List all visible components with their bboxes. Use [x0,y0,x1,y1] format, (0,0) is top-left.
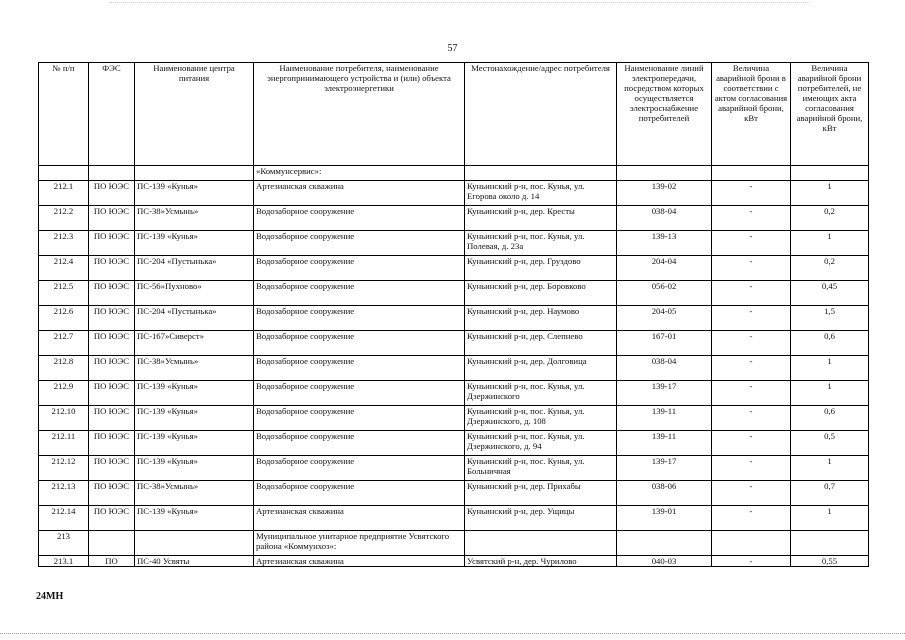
row-fes: ПО [89,556,135,567]
table-row [39,356,869,381]
table-row [39,556,869,567]
row-location: Куньинский р-н, пос. Кунья, ул. Егорова около д. 14 [465,181,617,206]
row-center: ПС-38»Усмынь» [135,356,254,381]
row-emergency: - [712,481,791,506]
header-center: Наименование центра питания [135,63,254,166]
row-location: Усвятский р-н, дер. Чурилово [465,556,617,567]
row-center: ПС-139 «Кунья» [135,506,254,531]
row-fes: ПО ЮЭС [89,481,135,506]
table-row [39,456,869,481]
table-row [39,331,869,356]
row-line: 139-11 [617,431,712,456]
row-fes: ПО ЮЭС [89,331,135,356]
header-fes: ФЭС [89,63,135,166]
row-line: 040-03 [617,556,712,567]
row-center: ПС-139 «Кунья» [135,181,254,206]
row-location: Куньинский р-н, дер. Наумово [465,306,617,331]
row-fes: ПО ЮЭС [89,506,135,531]
row-location: Куньинский р-н, дер. Боровково [465,281,617,306]
row-line: 056-02 [617,281,712,306]
row-consumer: Водозаборное сооружение [254,231,465,256]
row-center: ПС-139 «Кунья» [135,231,254,256]
row-emergency: - [712,306,791,331]
row-consumer: Водозаборное сооружение [254,356,465,381]
row-num: 212.11 [39,431,89,456]
emergency-reserve-table [38,62,869,567]
row-location: Куньинский р-н, пос. Кунья, ул. Дзержинского, д. 94 [465,431,617,456]
row-emergency: - [712,406,791,431]
row-line: 139-11 [617,406,712,431]
row-emergency-no-act: 0,6 [791,331,869,356]
row-consumer: Водозаборное сооружение [254,481,465,506]
header-emergency-no-act: Величина аварийной брони потребителей, не имеющих акта согласования аварийной брони, кВт [791,63,869,166]
group-row [39,531,869,556]
row-fes: ПО ЮЭС [89,231,135,256]
row-emergency: - [712,206,791,231]
row-consumer: Водозаборное сооружение [254,381,465,406]
footer-code: 24МН [36,591,64,602]
row-emergency-no-act: 1 [791,456,869,481]
row-location: Куньинский р-н, дер. Ущицы [465,506,617,531]
row-line [617,531,712,556]
row-center: ПС-204 «Пустынька» [135,256,254,281]
row-fes: ПО ЮЭС [89,381,135,406]
row-line: 139-13 [617,231,712,256]
row-location: Куньинский р-н, дер. Прихабы [465,481,617,506]
row-center: ПС-139 «Кунья» [135,431,254,456]
continuation-row [39,166,869,181]
row-location: Куньинский р-н, дер. Кресты [465,206,617,231]
header-consumer: Наименование потребителя, наименование энергопринимающего устройства и (или) объекта электроэнергетики [254,63,465,166]
row-emergency: - [712,456,791,481]
row-emergency-no-act: 1 [791,231,869,256]
row-location: Куньинский р-н, пос. Кунья, ул. Дзержинского [465,381,617,406]
table-row [39,231,869,256]
row-emergency-no-act: 0,2 [791,256,869,281]
row-num: 213 [39,531,89,556]
row-center: ПС-204 «Пустынька» [135,306,254,331]
header-num: № п/п [39,63,89,166]
row-num: 212.7 [39,331,89,356]
row-consumer: Водозаборное сооружение [254,406,465,431]
table-row [39,256,869,281]
row-line: 038-04 [617,206,712,231]
row-num: 212.5 [39,281,89,306]
table-header-row [39,63,869,166]
row-location: Куньинский р-н, пос. Кунья, ул. Полевая, д. 23а [465,231,617,256]
row-location: Куньинский р-н, пос. Кунья, ул. Дзержинского, д. 108 [465,406,617,431]
row-fes: ПО ЮЭС [89,256,135,281]
row-emergency: - [712,281,791,306]
row-num: 212.13 [39,481,89,506]
header-emergency: Величина аварийной брони в соответствии с актом согласования аварийной брони, кВт [712,63,791,166]
row-num: 212.9 [39,381,89,406]
row-center: ПС-167»Сиверст» [135,331,254,356]
row-location [465,531,617,556]
row-num: 212.1 [39,181,89,206]
row-line: 139-17 [617,456,712,481]
row-consumer: Водозаборное сооружение [254,206,465,231]
table-row [39,206,869,231]
row-center: ПС-139 «Кунья» [135,406,254,431]
row-emergency [712,531,791,556]
row-location: Куньинский р-н, дер. Долговица [465,356,617,381]
row-emergency-no-act: 0,55 [791,556,869,567]
row-num: 212.10 [39,406,89,431]
table-row [39,306,869,331]
row-center: ПС-56»Пухново» [135,281,254,306]
row-emergency: - [712,431,791,456]
row-line: 139-02 [617,181,712,206]
row-emergency-no-act: 0,5 [791,431,869,456]
row-consumer: Водозаборное сооружение [254,256,465,281]
continuation-label: «Коммунсервис»: [254,166,465,181]
row-consumer: Водозаборное сооружение [254,456,465,481]
table-row [39,506,869,531]
table-row [39,481,869,506]
row-line: 139-01 [617,506,712,531]
row-line: 038-06 [617,481,712,506]
row-consumer: Водозаборное сооружение [254,306,465,331]
row-fes: ПО ЮЭС [89,431,135,456]
row-emergency: - [712,381,791,406]
row-consumer: Артезианская скважина [254,556,465,567]
row-emergency-no-act: 0,2 [791,206,869,231]
row-consumer: Артезианская скважина [254,506,465,531]
row-fes: ПО ЮЭС [89,281,135,306]
row-consumer: Артезианская скважина [254,181,465,206]
row-fes [89,531,135,556]
header-lines: Наименование линий электропередачи, посредством которых осуществляется электроснабжение потребителей [617,63,712,166]
row-line: 204-05 [617,306,712,331]
row-emergency: - [712,356,791,381]
page-number: 57 [447,43,458,54]
row-center: ПС-139 «Кунья» [135,381,254,406]
row-fes: ПО ЮЭС [89,181,135,206]
row-num: 213.1 [39,556,89,567]
row-emergency: - [712,331,791,356]
row-line: 204-04 [617,256,712,281]
table-row [39,381,869,406]
row-fes: ПО ЮЭС [89,306,135,331]
table-row [39,431,869,456]
row-emergency-no-act [791,531,869,556]
row-center: ПС-38»Усмынь» [135,481,254,506]
row-emergency-no-act: 1 [791,356,869,381]
row-emergency: - [712,556,791,567]
row-emergency-no-act: 1 [791,181,869,206]
table-row [39,281,869,306]
row-center: ПС-38»Усмынь» [135,206,254,231]
row-emergency-no-act: 0,45 [791,281,869,306]
row-emergency: - [712,231,791,256]
row-fes: ПО ЮЭС [89,356,135,381]
row-emergency: - [712,181,791,206]
row-num: 212.3 [39,231,89,256]
row-emergency-no-act: 0,6 [791,406,869,431]
row-center: ПС-139 «Кунья» [135,456,254,481]
row-center [135,531,254,556]
row-num: 212.8 [39,356,89,381]
row-location: Куньинский р-н, дер. Груздово [465,256,617,281]
row-location: Куньинский р-н, дер. Слепнево [465,331,617,356]
row-emergency: - [712,506,791,531]
row-consumer: Водозаборное сооружение [254,281,465,306]
row-fes: ПО ЮЭС [89,456,135,481]
row-num: 212.12 [39,456,89,481]
row-line: 167-01 [617,331,712,356]
row-location: Куньинский р-н, пос. Кунья, ул. Больничная [465,456,617,481]
row-emergency-no-act: 1 [791,381,869,406]
row-fes: ПО ЮЭС [89,206,135,231]
row-line: 038-04 [617,356,712,381]
table-row [39,406,869,431]
row-num: 212.6 [39,306,89,331]
scan-artifact-bottom [0,633,905,634]
row-num: 212.2 [39,206,89,231]
row-emergency-no-act: 0,7 [791,481,869,506]
row-center: ПС-40 Усвяты [135,556,254,567]
row-emergency: - [712,256,791,281]
row-fes: ПО ЮЭС [89,406,135,431]
table-row [39,181,869,206]
header-location: Местонахождение/адрес потребителя [465,63,617,166]
row-num: 212.14 [39,506,89,531]
scan-artifact-top [110,2,810,3]
row-consumer: Водозаборное сооружение [254,431,465,456]
row-num: 212.4 [39,256,89,281]
row-emergency-no-act: 1,5 [791,306,869,331]
row-line: 139-17 [617,381,712,406]
row-consumer: Водозаборное сооружение [254,331,465,356]
row-emergency-no-act: 1 [791,506,869,531]
row-consumer: Муниципальное унитарное предприятие Усвятского района «Коммунхоз»: [254,531,465,556]
